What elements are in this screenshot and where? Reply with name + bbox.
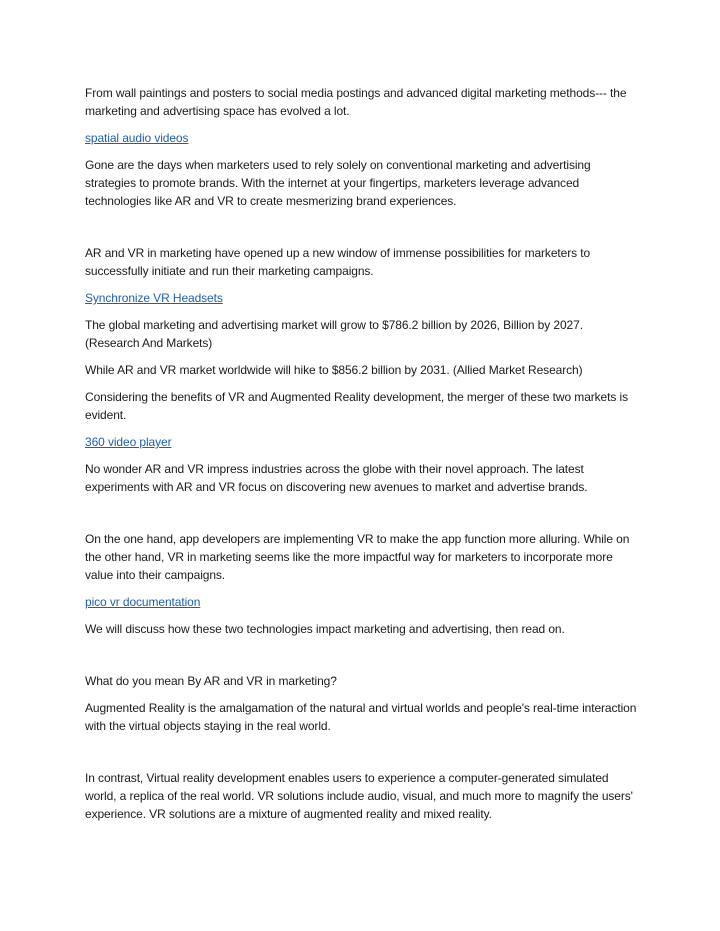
- paragraph-merger: Considering the benefits of VR and Augmented Reality development, the merger of these two markets is evident.: [85, 390, 628, 422]
- link-pico-vr-documentation[interactable]: pico vr documentation: [85, 595, 201, 609]
- link-360-video-player[interactable]: 360 video player: [85, 435, 172, 449]
- paragraph-intro: From wall paintings and posters to social media postings and advanced digital marketing methods--- the marketing and advertising space has evolved a lot.: [85, 86, 627, 118]
- paragraph-discuss: We will discuss how these two technologies impact marketing and advertising, then read on.: [85, 622, 565, 636]
- blank-line: [85, 647, 640, 672]
- document-body: [85, 84, 640, 832]
- blank-line: [85, 505, 640, 530]
- blank-line: [85, 219, 640, 244]
- link-synchronize-vr-headsets[interactable]: Synchronize VR Headsets: [85, 291, 223, 305]
- paragraph-virtual-reality: In contrast, Virtual reality development enables users to experience a computer-generated simulated world, a replica of the real world. VR solutions include audio, visual, and much more to magnify the users' experience. VR solutions are a mixture of augmented reality and mixed reality.: [85, 771, 633, 821]
- paragraph-market-growth: The global marketing and advertising market will grow to $786.2 billion by 2026, Billion by 2027. (Research And Markets): [85, 318, 583, 350]
- paragraph-ar-vr-market: While AR and VR market worldwide will hike to $856.2 billion by 2031. (Allied Market Research): [85, 363, 583, 377]
- paragraph-question: What do you mean By AR and VR in marketing?: [85, 674, 337, 688]
- paragraph-conventional-marketing: Gone are the days when marketers used to rely solely on conventional marketing and advertising strategies to promote brands. With the internet at your fingertips, marketers leverage advanced technologies like AR and VR to create mesmerizing brand experiences.: [85, 158, 591, 208]
- paragraph-app-developers: On the one hand, app developers are implementing VR to make the app function more alluring. While on the other hand, VR in marketing seems like the more impactful way for marketers to incorporate more value into their campaigns.: [85, 532, 630, 582]
- blank-line: [85, 744, 640, 769]
- paragraph-industries: No wonder AR and VR impress industries across the globe with their novel approach. The latest experiments with AR and VR focus on discovering new avenues to market and advertise brands.: [85, 462, 588, 494]
- link-spatial-audio-videos[interactable]: spatial audio videos: [85, 131, 189, 145]
- paragraph-ar-vr-possibilities: AR and VR in marketing have opened up a new window of immense possibilities for marketers to successfully initiate and run their marketing campaigns.: [85, 246, 591, 278]
- paragraph-augmented-reality: Augmented Reality is the amalgamation of the natural and virtual worlds and people's real-time interaction with the virtual objects staying in the real world.: [85, 701, 637, 733]
